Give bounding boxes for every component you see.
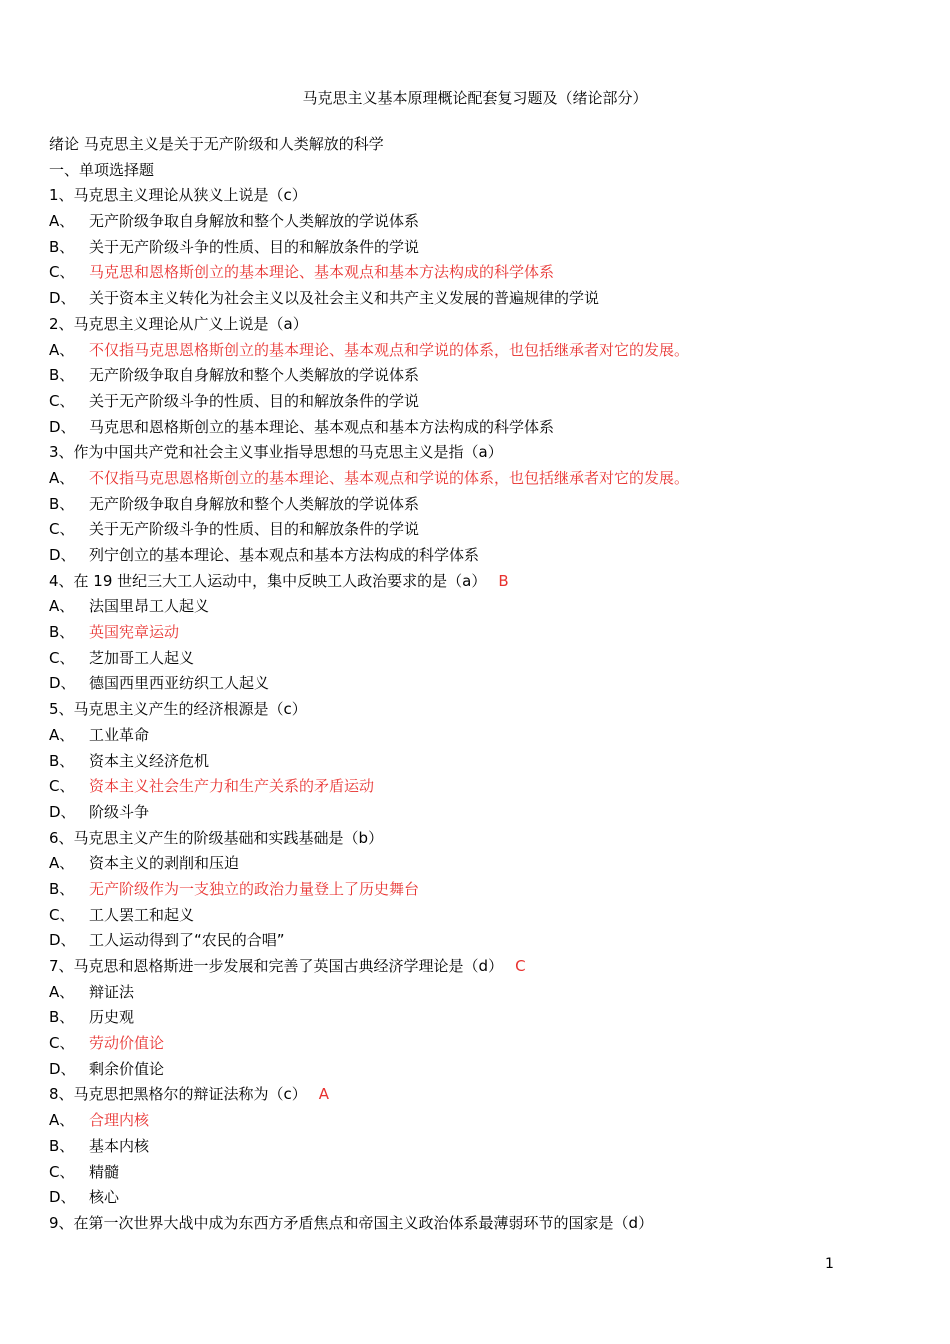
- option-text: 法国里昂工人起义: [89, 597, 210, 616]
- option-letter: B、: [49, 623, 75, 642]
- option-letter: C、: [49, 648, 75, 667]
- answer-option: [49, 1108, 909, 1134]
- answer-option: [49, 466, 909, 492]
- section-heading: [49, 158, 909, 184]
- line-text: 5、马克思主义产生的经济根源是（c）: [49, 700, 307, 719]
- option-letter: A、: [49, 340, 75, 359]
- answer-option: [49, 389, 909, 415]
- option-letter: B、: [49, 751, 75, 770]
- option-letter: B、: [49, 1008, 75, 1027]
- option-text: 马克思和恩格斯创立的基本理论、基本观点和基本方法构成的科学体系: [89, 263, 555, 282]
- option-letter: D、: [49, 1059, 76, 1078]
- option-text: 不仅指马克思恩格斯创立的基本理论、基本观点和学说的体系，也包括继承者对它的发展。: [89, 468, 690, 487]
- option-text: 资本主义的剥削和压迫: [89, 854, 240, 873]
- option-letter: C、: [49, 1034, 75, 1053]
- option-text: 英国宪章运动: [89, 623, 180, 642]
- option-letter: C、: [49, 1162, 75, 1181]
- line-text: 3、作为中国共产党和社会主义事业指导思想的马克思主义是指（a）: [49, 443, 503, 462]
- option-text: 无产阶级争取自身解放和整个人类解放的学说体系: [89, 366, 420, 385]
- option-text: 工人运动得到了“农民的合唱”: [89, 931, 285, 950]
- option-letter: B、: [49, 1136, 75, 1155]
- answer-option: [49, 209, 909, 235]
- option-text: 无产阶级作为一支独立的政治力量登上了历史舞台: [89, 879, 420, 898]
- option-letter: A、: [49, 212, 75, 231]
- option-letter: D、: [49, 802, 76, 821]
- correct-answer-mark: A: [318, 1085, 330, 1104]
- answer-option: [49, 1185, 909, 1211]
- option-letter: A、: [49, 468, 75, 487]
- line-text: 1、马克思主义理论从狭义上说是（c）: [49, 186, 307, 205]
- option-letter: C、: [49, 777, 75, 796]
- option-letter: A、: [49, 982, 75, 1001]
- option-letter: C、: [49, 520, 75, 539]
- section-heading: [49, 132, 909, 158]
- question-stem: [49, 954, 909, 980]
- option-text: 精髓: [89, 1162, 120, 1181]
- question-stem: [49, 440, 909, 466]
- question-stem: [49, 569, 909, 595]
- option-text: 历史观: [89, 1008, 135, 1027]
- option-letter: C、: [49, 905, 75, 924]
- answer-option: [49, 1057, 909, 1083]
- answer-option: [49, 260, 909, 286]
- page-number: 1: [825, 1256, 834, 1272]
- option-text: 列宁创立的基本理论、基本观点和基本方法构成的科学体系: [89, 546, 480, 564]
- answer-option: [49, 338, 909, 364]
- answer-option: [49, 286, 909, 312]
- option-text: 辩证法: [89, 982, 135, 1001]
- answer-option: [49, 749, 909, 775]
- option-letter: C、: [49, 391, 75, 410]
- line-text: 2、马克思主义理论从广义上说是（a）: [49, 314, 308, 333]
- answer-option: [49, 1005, 909, 1031]
- option-text: 马克思和恩格斯创立的基本理论、基本观点和基本方法构成的科学体系: [89, 417, 555, 436]
- answer-option: [49, 851, 909, 877]
- option-text: 合理内核: [89, 1111, 150, 1130]
- answer-option: [49, 415, 909, 441]
- answer-option: [49, 877, 909, 903]
- correct-answer-mark: C: [515, 957, 526, 975]
- option-text: 工业革命: [89, 725, 150, 744]
- option-letter: D、: [49, 931, 76, 950]
- answer-option: [49, 774, 909, 800]
- option-text: 芝加哥工人起义: [89, 648, 195, 667]
- answer-option: [49, 620, 909, 646]
- option-letter: D、: [49, 546, 76, 564]
- answer-option: [49, 1160, 909, 1186]
- option-text: 关于无产阶级斗争的性质、目的和解放条件的学说: [89, 520, 420, 539]
- answer-option: [49, 980, 909, 1006]
- answer-option: [49, 363, 909, 389]
- option-text: 德国西里西亚纺织工人起义: [89, 674, 270, 693]
- answer-option: [49, 1134, 909, 1160]
- option-text: 无产阶级争取自身解放和整个人类解放的学说体系: [89, 212, 420, 231]
- answer-option: [49, 646, 909, 672]
- question-stem: [49, 1082, 909, 1108]
- option-letter: D、: [49, 1188, 76, 1207]
- option-text: 工人罢工和起义: [89, 905, 195, 924]
- option-text: 核心: [89, 1188, 120, 1207]
- answer-option: [49, 723, 909, 749]
- option-letter: D、: [49, 289, 76, 308]
- option-text: 资本主义经济危机: [89, 751, 210, 770]
- correct-answer-mark: B: [498, 571, 509, 590]
- option-letter: B、: [49, 366, 75, 385]
- option-letter: A、: [49, 725, 75, 744]
- question-stem: [49, 1211, 909, 1237]
- option-text: 劳动价值论: [89, 1034, 165, 1053]
- answer-option: [49, 903, 909, 929]
- line-text: 绪论 马克思主义是关于无产阶级和人类解放的科学: [49, 135, 384, 153]
- question-stem: [49, 697, 909, 723]
- line-text: 9、在第一次世界大战中成为东西方矛盾焦点和帝国主义政治体系最薄弱环节的国家是（d）: [49, 1213, 654, 1232]
- option-letter: A、: [49, 597, 75, 616]
- answer-option: [49, 800, 909, 826]
- answer-option: [49, 235, 909, 261]
- option-letter: D、: [49, 417, 76, 436]
- answer-option: [49, 594, 909, 620]
- option-text: 剩余价值论: [89, 1059, 165, 1078]
- answer-option: [49, 928, 909, 954]
- line-text: 6、马克思主义产生的阶级基础和实践基础是（b）: [49, 828, 384, 847]
- line-text: 一、单项选择题: [49, 160, 155, 179]
- question-stem: [49, 183, 909, 209]
- line-text: 8、马克思把黑格尔的辩证法称为（c）: [49, 1085, 307, 1104]
- option-text: 关于无产阶级斗争的性质、目的和解放条件的学说: [89, 237, 420, 256]
- question-stem: [49, 826, 909, 852]
- answer-option: [49, 543, 909, 569]
- option-text: 无产阶级争取自身解放和整个人类解放的学说体系: [89, 494, 420, 513]
- option-letter: B、: [49, 494, 75, 513]
- answer-option: [49, 517, 909, 543]
- option-text: 资本主义社会生产力和生产关系的矛盾运动: [89, 777, 375, 796]
- option-letter: C、: [49, 263, 75, 282]
- option-letter: D、: [49, 674, 76, 693]
- question-list: [49, 132, 909, 1237]
- line-text: 4、在 19 世纪三大工人运动中，集中反映工人政治要求的是（a）: [49, 571, 487, 590]
- option-text: 关于资本主义转化为社会主义以及社会主义和共产主义发展的普遍规律的学说: [89, 289, 600, 308]
- option-text: 基本内核: [89, 1136, 150, 1155]
- answer-option: [49, 1031, 909, 1057]
- option-text: 不仅指马克思恩格斯创立的基本理论、基本观点和学说的体系，也包括继承者对它的发展。: [89, 340, 690, 359]
- line-text: 7、马克思和恩格斯进一步发展和完善了英国古典经济学理论是（d）: [49, 957, 504, 975]
- option-text: 阶级斗争: [89, 802, 150, 821]
- option-letter: A、: [49, 854, 75, 873]
- option-letter: B、: [49, 237, 75, 256]
- document-title: 马克思主义基本原理概论配套复习题及（绪论部分）: [302, 89, 648, 107]
- question-stem: [49, 312, 909, 338]
- option-letter: B、: [49, 879, 75, 898]
- answer-option: [49, 671, 909, 697]
- option-letter: A、: [49, 1111, 75, 1130]
- answer-option: [49, 492, 909, 518]
- option-text: 关于无产阶级斗争的性质、目的和解放条件的学说: [89, 391, 420, 410]
